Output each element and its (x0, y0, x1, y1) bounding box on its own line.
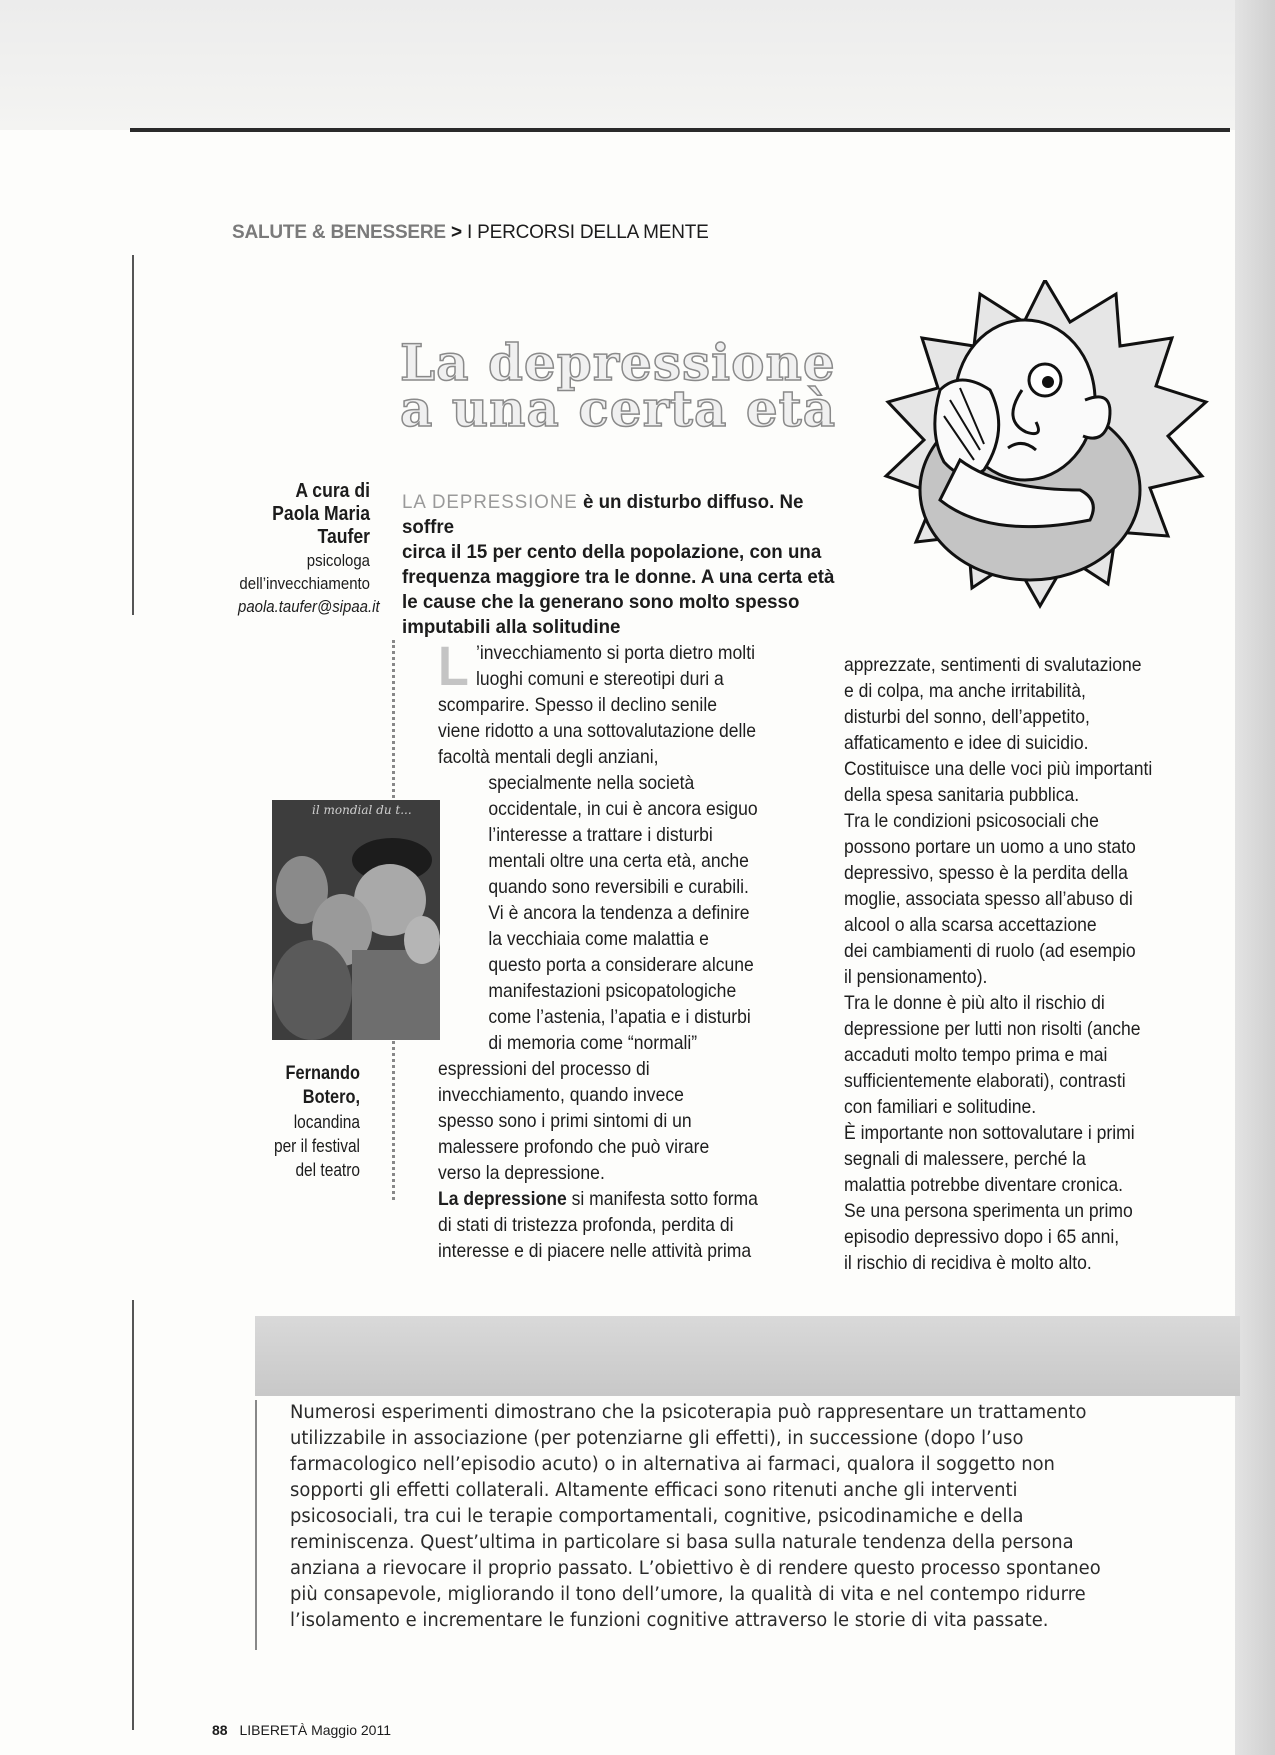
page-footer (212, 1722, 391, 1738)
text-line: segnali di malessere, perché la (844, 1148, 1086, 1170)
text-line: psicosociali, tra cui le terapie comportamentali, cognitive, psicodinamiche e della (290, 1506, 1024, 1527)
text-line: disturbi del sonno, dell’appetito, (844, 706, 1090, 728)
section-label: SALUTE & BENESSERE (232, 222, 446, 243)
caption-line: del teatro (295, 1160, 360, 1180)
author-credit (238, 480, 380, 618)
text-line: viene ridotto a una sottovalutazione delle (438, 720, 757, 742)
text-line: scomparire. Spesso il declino senile (438, 694, 717, 716)
text-line (438, 1186, 780, 1212)
text-line: e di colpa, ma anche irritabilità, (844, 680, 1086, 702)
lede-kicker: LA DEPRESSIONE (402, 491, 578, 513)
text-line: Numerosi esperimenti dimostrano che la psicoterapia può rappresentare un trattamento (290, 1402, 1087, 1423)
lede-line: imputabili alla solitudine (402, 616, 621, 638)
lede-line: circa il 15 per cento della popolazione, con una (402, 541, 822, 563)
scan-shadow-right (1235, 0, 1275, 1755)
text-line: manifestazioni psicopatologiche (488, 980, 737, 1002)
text-line: specialmente nella società (488, 772, 695, 794)
author-name: Paola Maria (272, 503, 370, 525)
poster-text: il mondial du t... (312, 803, 412, 817)
text-line: sufficientemente elaborati), contrasti (844, 1070, 1126, 1092)
text-line: verso la depressione. (438, 1162, 605, 1184)
worried-man-illustration (880, 280, 1210, 620)
breadcrumb-separator: > (450, 222, 462, 243)
margin-rule (132, 1300, 134, 1730)
sidebar-box-rule (255, 1400, 257, 1650)
caption-name: Fernando (285, 1063, 360, 1084)
text-line: dei cambiamenti di ruolo (ad esempio (844, 940, 1136, 962)
text-line: mentali oltre una certa età, anche (488, 850, 749, 872)
text-line: affaticamento e idee di suicidio. (844, 732, 1089, 754)
article-column-2 (844, 652, 1186, 1276)
caption-line: per il festival (273, 1136, 360, 1156)
text-line: farmacologico nell’episodio acuto) o in alternativa ai farmaci, qualora il soggetto non (290, 1454, 1055, 1475)
text-line: invecchiamento, quando invece (438, 1084, 684, 1106)
text-line: con familiari e solitudine. (844, 1096, 1037, 1118)
ear-shape (1083, 397, 1110, 438)
caption-name: Botero, (302, 1087, 360, 1108)
text-line: più consapevole, migliorando il tono dell’umore, la qualità di vita e nel contempo ridurre (290, 1584, 1086, 1605)
text-line: occidentale, in cui è ancora esiguo (488, 798, 758, 820)
margin-rule (132, 255, 134, 615)
article-lede (402, 490, 836, 640)
text-line: sopporti gli effetti collaterali. Altamente efficaci sono ritenuti anche gli interventi (290, 1480, 1018, 1501)
title-line: a una certa età (400, 379, 837, 438)
text-line: facoltà mentali degli anziani, (438, 746, 659, 768)
title-line: La depressione (400, 333, 836, 392)
text-line: Costituisce una delle voci più importanti (844, 758, 1153, 780)
sidebar-box-shading (255, 1316, 1240, 1396)
text-line: Vi è ancora la tendenza a definire (488, 902, 750, 924)
caption-line: locandina (293, 1112, 360, 1132)
text-line: l’isolamento e incrementare le funzioni cognitive attraverso le storie di vita passate. (290, 1610, 1049, 1631)
article-column-1 (438, 634, 780, 1264)
subsection-label: I PERCORSI DELLA MENTE (466, 222, 709, 243)
text-line: malessere profondo che può virare (438, 1136, 710, 1158)
text-line: utilizzabile in associazione (per potenziarne gli effetti), in successione (dopo l’uso (290, 1428, 1024, 1449)
text-line: alcool o alla scarsa accettazione (844, 914, 1097, 936)
text-line: di stati di tristezza profonda, perdita di (438, 1214, 734, 1236)
text-line: l’interesse a trattare i disturbi (488, 824, 713, 846)
sidebar-box-text (290, 1400, 1115, 1634)
image-caption (257, 1062, 360, 1182)
author-lead: A cura di (295, 480, 370, 502)
drop-cap: L (438, 634, 469, 697)
text-line: moglie, associata spesso all’abuso di (844, 888, 1133, 910)
text-line: della spesa sanitaria pubblica. (844, 784, 1080, 806)
text-line: È importante non sottovalutare i primi (844, 1122, 1135, 1144)
section-header (232, 222, 709, 244)
author-email: paola.taufer@sipaa.it (238, 597, 380, 616)
text-line: luoghi comuni e stereotipi duri a (475, 668, 724, 690)
page-number: 88 (212, 1722, 228, 1738)
text-line: questo porta a considerare alcune (488, 954, 754, 976)
bold-phrase: La depressione (438, 1188, 567, 1210)
text-line: Tra le condizioni psicosociali che (844, 810, 1099, 832)
text-line: spesso sono i primi sintomi di un (438, 1110, 692, 1132)
issue-date: Maggio 2011 (311, 1722, 391, 1738)
scan-shadow-top (0, 0, 1275, 130)
text-line: Tra le donne è più alto il rischio di (844, 992, 1105, 1014)
text-line: episodio depressivo dopo i 65 anni, (844, 1226, 1120, 1248)
text-line: di memoria come “normali” (488, 1032, 698, 1054)
text-line: anziana a rievocare il proprio passato. L’obiettivo è di rendere questo processo spontaneo (290, 1558, 1101, 1579)
text-line: il pensionamento). (844, 966, 988, 988)
magazine-name: LIBERETÀ (239, 1722, 308, 1738)
lede-line: frequenza maggiore tra le donne. A una certa età (402, 566, 835, 588)
text-line: depressione per lutti non risolti (anche (844, 1018, 1141, 1040)
text-line: la vecchiaia come malattia e (488, 928, 709, 950)
text-line: reminiscenza. Quest’ultima in particolare si basa sulla naturale tendenza della persona (290, 1532, 1074, 1553)
botero-poster-image (272, 800, 440, 1040)
text-line: depressivo, spesso è la perdita della (844, 862, 1128, 884)
article-title (400, 333, 880, 438)
author-role: psicologa (306, 551, 370, 570)
text-line: quando sono reversibili e curabili. (488, 876, 749, 898)
text-line: ’invecchiamento si porta dietro molti (475, 642, 755, 664)
text-line: il rischio di recidiva è molto alto. (844, 1252, 1092, 1274)
lede-line: le cause che la generano sono molto spesso (402, 591, 800, 613)
text-fragment: si manifesta sotto forma (566, 1188, 758, 1210)
author-name: Taufer (317, 526, 370, 548)
author-role: dell’invecchiamento (239, 574, 370, 593)
text-line: interesse e di piacere nelle attività prima (438, 1240, 752, 1262)
lede-line: è un disturbo diffuso. Ne soffre (402, 491, 804, 538)
text-line: malattia potrebbe diventare cronica. (844, 1174, 1124, 1196)
text-line: apprezzate, sentimenti di svalutazione (844, 654, 1142, 676)
text-line: possono portare un uomo a uno stato (844, 836, 1136, 858)
text-line: accaduti molto tempo prima e mai (844, 1044, 1108, 1066)
text-line: espressioni del processo di (438, 1058, 650, 1080)
text-line: come l’astenia, l’apatia e i disturbi (488, 1006, 751, 1028)
text-line: Se una persona sperimenta un primo (844, 1200, 1133, 1222)
top-rule (130, 128, 1230, 132)
